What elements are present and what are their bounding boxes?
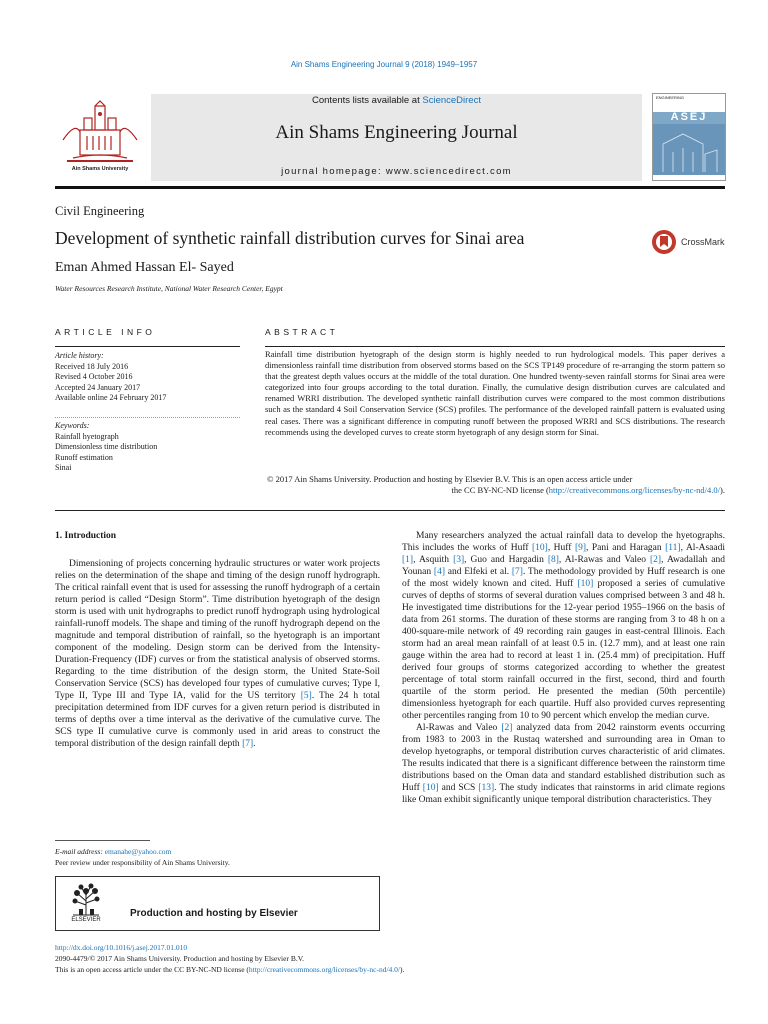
- text-run: analyzed data from 2042 rainstorm events occurring from 1983 to 2003 in the Rustaq watershed and surrounding area in Oman to develop hyetographs, or temporal distribution curves characteristic of arid climates. The results indicated that there is a significant difference between the rainstorm time distributions based on the Oman data and standard established distribution such as Huff: [402, 723, 725, 793]
- abstract-copyright: [265, 474, 725, 496]
- text-run: , Guo and Hargadin: [464, 555, 548, 565]
- history-item: Accepted 24 January 2017: [55, 382, 141, 392]
- article-info-rule: [55, 346, 240, 347]
- crossmark-badge[interactable]: [651, 229, 731, 259]
- crossmark-label: CrossMark: [681, 237, 725, 247]
- journal-homepage[interactable]: journal homepage: www.sciencedirect.com: [281, 166, 512, 177]
- doi-link[interactable]: http://dx.doi.org/10.1016/j.asej.2017.01.010: [55, 943, 188, 952]
- citation-link[interactable]: [8]: [547, 555, 559, 565]
- open-access-line: [55, 964, 725, 975]
- cover-title: ENGINEERING: [653, 94, 725, 112]
- journal-reference[interactable]: Ain Shams Engineering Journal 9 (2018) 1949–1957: [290, 60, 478, 69]
- crossmark-icon: [651, 229, 677, 255]
- citation-link[interactable]: [2]: [650, 555, 662, 565]
- keyword-item: Rainfall hyetograph: [55, 431, 119, 441]
- cover-image: [653, 124, 725, 176]
- history-item: Received 18 July 2016: [55, 361, 129, 371]
- abstract-rule: [265, 346, 725, 347]
- copyright-prefix: the CC BY-NC-ND license (: [451, 485, 549, 496]
- citation-link[interactable]: [10]: [531, 543, 548, 553]
- contents-line: [151, 95, 642, 106]
- citation-link[interactable]: [7]: [511, 567, 523, 577]
- keyword-item: Runoff estimation: [55, 452, 113, 462]
- paragraph: [402, 530, 725, 722]
- footnotes: [55, 846, 380, 868]
- history-item: Available online 24 February 2017: [55, 393, 167, 402]
- elsevier-tree-icon: [65, 881, 107, 917]
- text-run: , Huff: [547, 543, 575, 553]
- citation-link[interactable]: [10]: [577, 579, 594, 589]
- section-label: Civil Engineering: [55, 204, 145, 218]
- citation-link[interactable]: [13]: [478, 783, 495, 793]
- text-run: , Al-Asaadi: [680, 543, 725, 553]
- text-run: and Elfeki et al.: [444, 567, 512, 577]
- citation-link[interactable]: [10]: [422, 783, 439, 793]
- journal-name: Ain Shams Engineering Journal: [275, 122, 518, 143]
- keywords-separator: [55, 417, 240, 418]
- text-run: Dimensioning of projects concerning hydraulic structures or water work projects relies on the determination of the shape and timing of the design runoff hydrograph. The critical rainfall event that is used for assessing the runoff hydrograph of a certain return period is called “Design Storm”. Time distribution hyetograph of the design storm is used with unit hydrographs to predict runoff hydrograph using hydrological rainfall-runoff models. The shape and timing of the runoff hydrograph depend on the magnitude and temporal distribution of rainfall, so the hyetograph is an important component of the modeling. Design storm can be derived from the Intensity-Duration-Frequency (IDF) curves or from the statistical analysis of observed storms. Regarding to the time distribution of the design storm, the United State-Soil Conservation Service (SCS) has developed four types of cumulative curves; Type I, Type II, Type III and Type IA, valid for the US territory: [55, 559, 380, 701]
- article-history: [55, 351, 240, 404]
- keywords: [55, 421, 240, 474]
- introduction-column: [55, 558, 380, 750]
- oa-license-link[interactable]: http://creativecommons.org/licenses/by-nc-nd/4.0/: [248, 965, 400, 974]
- oa-suffix: ).: [399, 965, 405, 974]
- footnote-rule: [55, 840, 150, 841]
- text-run: , Asquith: [413, 555, 454, 565]
- copyright-suffix: ).: [720, 485, 725, 496]
- elsevier-wordmark: ELSEVIER: [71, 917, 101, 923]
- elsevier-production-box: [55, 876, 380, 931]
- text-run: . The methodology provided by Huff research is one of the most widely known and cited. Huff: [402, 567, 725, 589]
- email-label: E-mail address:: [55, 847, 105, 856]
- logo-caption: Ain Shams University: [71, 166, 129, 172]
- keyword-item: Dimensionless time distribution: [55, 442, 158, 451]
- right-column: [402, 530, 725, 806]
- body-divider: [55, 510, 725, 511]
- citation-link[interactable]: [11]: [665, 543, 681, 553]
- text-run: . The 24 h total precipitation determined from IDF curves for a given return period is distributed in terms of depths over a time interval as the derivative of the cumulative curve. The SCS type II cumulative curve is commonly used in arid areas to construct the temporal distribution of the design rainfall depth: [55, 691, 381, 749]
- header-divider: [55, 186, 725, 189]
- text-run: proposed a series of cumulative curves of depths of storms of several duration values comprised between 3 and 48 h. He investigated time distributions for the 12-year period 1955–1966 on the basis of data from 261 storms. The duration of these storms are ranging from 3 to 48 h on a 400-square-mile network of 49 recording rain gauges in east-central Illinois. Each storm had an areal mean rainfall of at least 0.5 in. (12.7 mm), and at least one rain gauge within the area had to record at least 1 in. (25.4 mm) of precipitation. Huff derived four groups of storms categorized according to whether the greatest percentage of total storm rainfall occurred in the first, second, third and fourth quartile of the storm period. He presented the median (50th percentile) dimensionless hyetograph for each quartile. Huff also provided curves representing other percentiles ranging from 10 to 90 percent which envelop the median curve.: [402, 579, 725, 721]
- text-run: Al-Rawas and Valeo: [416, 723, 502, 733]
- introduction-heading: 1. Introduction: [55, 531, 117, 541]
- citation-link[interactable]: [7]: [242, 739, 254, 749]
- paragraph: [55, 558, 380, 750]
- production-hosting-label: Production and hosting by Elsevier: [130, 908, 298, 919]
- cover-code: ASEJ: [670, 111, 708, 123]
- keyword-item: Sinai: [55, 463, 72, 472]
- cover-building-icon: [653, 124, 725, 176]
- cover-footer: [653, 175, 725, 180]
- keywords-label: Keywords:: [55, 421, 90, 430]
- text-run: , Al-Rawas and Valeo: [558, 555, 651, 565]
- oa-prefix: This is an open access article under the CC BY-NC-ND license (: [55, 965, 249, 974]
- copyright-line: © 2017 Ain Shams University. Production and hosting by Elsevier B.V. This is an open access article under: [267, 474, 633, 484]
- affiliation: Water Resources Research Institute, National Water Research Center, Egypt: [55, 284, 283, 293]
- history-item: Revised 4 October 2016: [55, 372, 133, 381]
- paper-title: Development of synthetic rainfall distribution curves for Sinai area: [55, 228, 525, 248]
- email-footnote: [55, 846, 380, 857]
- history-label: Article history:: [55, 351, 104, 360]
- text-run: Many researchers analyzed the actual rainfall data to develop the hyetographs. This includes the works of Huff: [402, 531, 725, 553]
- issn-line: 2090-4479/© 2017 Ain Shams University. Production and hosting by Elsevier B.V.: [55, 954, 305, 963]
- text-run: and SCS: [438, 783, 479, 793]
- email-link[interactable]: emanahe@yahoo.com: [104, 847, 172, 856]
- article-info-heading: ARTICLE INFO: [55, 327, 156, 337]
- ain-shams-university-logo: [55, 100, 145, 175]
- authors: Eman Ahmed Hassan El- Sayed: [55, 260, 234, 275]
- license-link[interactable]: http://creativecommons.org/licenses/by-nc-nd/4.0/: [548, 485, 721, 496]
- citation-link[interactable]: [9]: [574, 543, 587, 553]
- citation-link[interactable]: [2]: [501, 723, 513, 733]
- text-run: , Pani and Haragan: [586, 543, 666, 553]
- text-run: . The study indicates that rainstorms in arid climate regions like Oman exhibit significantly unique temporal distribution characteristics. They: [402, 783, 725, 805]
- citation-link[interactable]: [3]: [453, 555, 465, 565]
- paragraph: [402, 722, 725, 806]
- bottom-info: [55, 942, 725, 975]
- contents-prefix: Contents lists available at: [312, 95, 423, 106]
- text-run: .: [253, 739, 256, 749]
- journal-cover-thumbnail[interactable]: [652, 93, 726, 181]
- citation-link[interactable]: [5]: [300, 691, 312, 701]
- sciencedirect-link[interactable]: ScienceDirect: [422, 95, 481, 106]
- abstract-body: Rainfall time distribution hyetograph of the design storm is highly needed to run hydrological models. This paper derives a dimensionless rainfall time distribution from observed storms based on the SCS TP149 procedure of re-arranging the storm pattern so that the greatest depth values occurs at the middle of the total duration. One hundred twenty-seven rainfall storms for Sinai area were categorized into four groups according to the total duration. Finally, the cumulative design distribution curves are calculated and renamed WRRI distribution. The developed synthetic rainfall distribution curves were compared to the most common distributions such as the standard 4 Soil Conservation Service (SCS) profiles. The performance of the developed rainfall pattern is evaluated using real cases. There was a significant difference in computing runoff between the proposed WRRI and SCS distributions. The research recommends using the developed curves to create storm hyetograph of any design storm for Sinai.: [265, 349, 725, 437]
- university-crest-icon: [55, 100, 145, 175]
- peer-review-note: Peer review under responsibility of Ain Shams University.: [55, 858, 230, 867]
- text-run: , Awadallah and Younan: [402, 555, 725, 577]
- abstract-heading: ABSTRACT: [265, 327, 339, 337]
- elsevier-logo: [65, 881, 107, 926]
- citation-link[interactable]: [1]: [402, 555, 414, 565]
- citation-link[interactable]: [4]: [433, 567, 445, 577]
